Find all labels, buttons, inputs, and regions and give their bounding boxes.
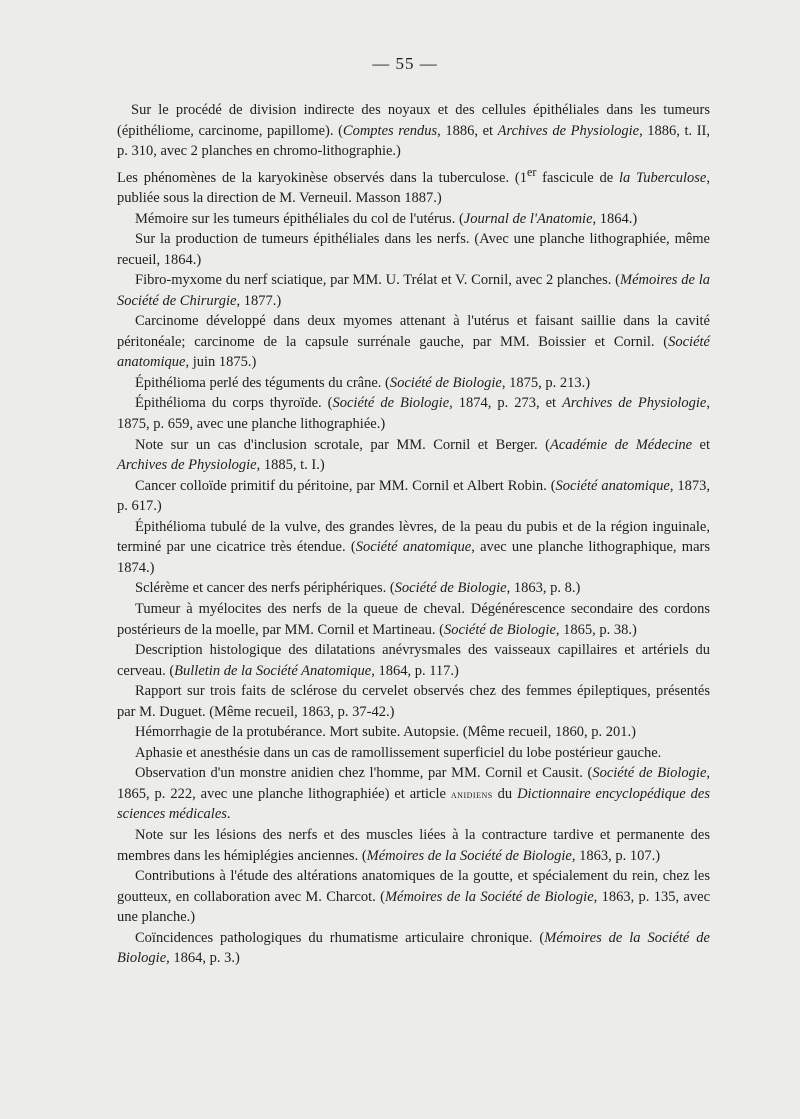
bibliography-list bbox=[117, 100, 710, 969]
bibliography-entry: Cancer colloïde primitif du péritoine, par MM. Cornil et Albert Robin. (Société anatomique, 1873, p. 617.) bbox=[117, 477, 710, 515]
bibliography-entry: Note sur les lésions des nerfs et des muscles liées à la contracture tardive et permanente des membres dans les hémiplégies anciennes. (Mémoires de la Société de Biologie, 1863, p. 107.) bbox=[117, 826, 710, 864]
bibliography-entry: Coïncidences pathologiques du rhumatisme articulaire chronique. (Mémoires de la Société de Biologie, 1864, p. 3.) bbox=[117, 929, 710, 967]
bibliography-entry: Contributions à l'étude des altérations anatomiques de la goutte, et spécialement du rein, chez les goutteux, en collaboration avec M. Charcot. (Mémoires de la Société de Biologie, 1863, p. 135, avec une planche.) bbox=[117, 868, 711, 926]
bibliography-entry: Note sur un cas d'inclusion scrotale, par MM. Cornil et Berger. (Académie de Médecine et Archives de Physiologie, 1885, t. I.) bbox=[117, 436, 711, 474]
bibliography-entry: Sur la production de tumeurs épithéliales dans les nerfs. (Avec une planche lithographiée, même recueil, 1864.) bbox=[117, 231, 710, 268]
bibliography-entry: Épithélioma du corps thyroïde. (Société de Biologie, 1874, p. 273, et Archives de Physiologie, 1875, p. 659, avec une planche lithographiée.) bbox=[117, 395, 710, 433]
bibliography-entry: Sclérème et cancer des nerfs périphériques. (Société de Biologie, 1863, p. 8.) bbox=[135, 580, 581, 597]
bibliography-entry: Sur le procédé de division indirecte des noyaux et des cellules épithéliales dans les tumeurs (épithéliome, carcinome, papillome). (Comptes rendus, 1886, et Archives de Physiologie, 1886, t. II, p. 310, avec 2 planches en chromo-lithographie.) bbox=[117, 102, 710, 160]
bibliography-entry: Les phénomènes de la karyokinèse observés dans la tuberculose. (1er fascicule de la Tuberculose, publiée sous la direction de M. Verneuil. Masson 1887.) bbox=[117, 164, 710, 207]
bibliography-entry: Tumeur à myélocites des nerfs de la queue de cheval. Dégénérescence secondaire des cordons postérieurs de la moelle, par MM. Cornil et Martineau. (Société de Biologie, 1865, p. 38.) bbox=[117, 600, 710, 638]
bibliography-entry: Épithélioma tubulé de la vulve, des grandes lèvres, de la peau du pubis et de la région inguinale, terminé par une cicatrice très étendue. (Société anatomique, avec une planche lithographique, mars 1874.) bbox=[117, 518, 710, 576]
bibliography-entry: Hémorrhagie de la protubérance. Mort subite. Autopsie. (Même recueil, 1860, p. 201.) bbox=[135, 724, 636, 741]
bibliography-entry: Description histologique des dilatations anévrysmales des vaisseaux capillaires et artériels du cerveau. (Bulletin de la Société Anatomique, 1864, p. 117.) bbox=[117, 642, 710, 679]
bibliography-entry: Rapport sur trois faits de sclérose du cervelet observés chez des femmes épileptiques, présentés par M. Duguet. (Même recueil, 1863, p. 37-42.) bbox=[117, 683, 710, 720]
bibliography-entry: Mémoire sur les tumeurs épithéliales du col de l'utérus. (Journal de l'Anatomie, 1864.) bbox=[135, 210, 638, 227]
bibliography-entry: Observation d'un monstre anidien chez l'homme, par MM. Cornil et Causit. (Société de Biologie, 1865, p. 222, avec une planche lithographiée) et article anidiens du Dictionnaire encyclopédique des sciences médicales. bbox=[117, 765, 710, 823]
bibliography-entry: Épithélioma perlé des téguments du crâne. (Société de Biologie, 1875, p. 213.) bbox=[135, 374, 591, 391]
page-number: — 55 — bbox=[372, 54, 438, 73]
bibliography-entry: Fibro-myxome du nerf sciatique, par MM. U. Trélat et V. Cornil, avec 2 planches. (Mémoires de la Société de Chirurgie, 1877.) bbox=[117, 272, 710, 309]
bibliography-entry: Carcinome développé dans deux myomes attenant à l'utérus et faisant saillie dans la cavité péritonéale; carcinome de la capsule surrénale gauche, par MM. Boissier et Cornil. (Société anatomique, juin 1875.) bbox=[117, 313, 710, 371]
bibliography-entry: Aphasie et anesthésie dans un cas de ramollissement superficiel du lobe postérieur gauche. bbox=[135, 744, 662, 761]
